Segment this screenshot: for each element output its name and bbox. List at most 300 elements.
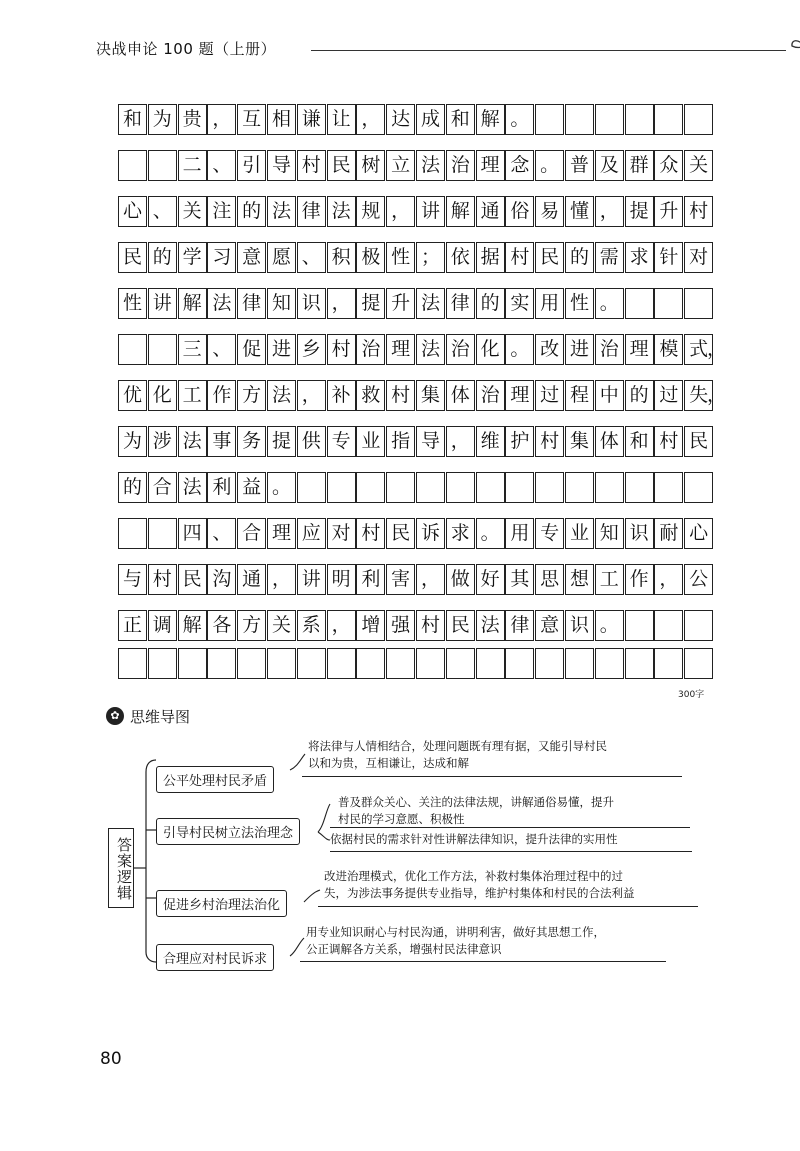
grid-character: 增 [361, 614, 381, 636]
grid-character: 心 [122, 200, 142, 222]
grid-cell [535, 472, 564, 503]
grid-cell [148, 648, 177, 679]
branch-governance: 促进乡村治理法治化 [156, 890, 287, 917]
grid-character: 愿 [271, 246, 291, 268]
mindmap-root: 答案逻辑 [108, 828, 134, 908]
grid-character: 民 [391, 522, 411, 544]
grid-cell [595, 104, 624, 135]
essay-row [118, 242, 718, 274]
grid-character: 和 [450, 108, 470, 130]
grid-character: 性 [122, 292, 142, 314]
grid-character: 民 [450, 614, 470, 636]
grid-character: 解 [450, 200, 470, 222]
grid-character: 想 [569, 568, 589, 590]
grid-cell [535, 104, 564, 135]
grid-character: 方 [242, 384, 262, 406]
page-number: 80 [100, 1049, 122, 1069]
grid-character: 。 [271, 476, 291, 498]
grid-character: 集 [420, 384, 440, 406]
grid-cell [297, 648, 326, 679]
grid-character: 贵 [182, 108, 202, 130]
grid-character: 积 [331, 246, 351, 268]
grid-character: 工 [599, 568, 619, 590]
grid-character: 和 [629, 430, 649, 452]
grid-character: 导 [271, 154, 291, 176]
grid-cell [684, 648, 713, 679]
grid-character: 讲 [301, 568, 321, 590]
grid-cell [297, 472, 326, 503]
grid-character: 法 [212, 292, 232, 314]
essay-row [118, 472, 718, 504]
grid-character: 村 [152, 568, 172, 590]
grid-character: 理 [510, 384, 530, 406]
grid-character: 知 [599, 522, 619, 544]
grid-character: 注 [212, 200, 232, 222]
grid-character: 与 [122, 568, 142, 590]
grid-character: 法 [480, 614, 500, 636]
grid-character: 提 [629, 200, 649, 222]
branch-4-note-1: 用专业知识耐心与村民沟通，讲明利害，做好其思想工作， [306, 925, 605, 939]
grid-character: 业 [569, 522, 589, 544]
grid-character: 求 [629, 246, 649, 268]
grid-character: 供 [301, 430, 321, 452]
grid-cell [446, 648, 475, 679]
grid-character: 村 [391, 384, 411, 406]
grid-character: 民 [122, 246, 142, 268]
branch-3-note-1: 改进治理模式，优化工作方法，补救村集体治理过程中的过 [324, 869, 623, 883]
branch-2-underline-2 [330, 851, 692, 852]
grid-character: 村 [331, 338, 351, 360]
grid-character: 村 [361, 522, 381, 544]
grid-cell [595, 472, 624, 503]
grid-character: 群 [629, 154, 649, 176]
grid-character: 治 [450, 154, 470, 176]
grid-character: 乡 [301, 338, 321, 360]
grid-cell [118, 518, 147, 549]
grid-character: 。 [480, 522, 500, 544]
grid-character: 理 [480, 154, 500, 176]
grid-character: 村 [540, 430, 560, 452]
grid-character: 各 [212, 614, 232, 636]
essay-row [118, 104, 718, 136]
grid-character: 法 [271, 200, 291, 222]
grid-character: ， [599, 200, 619, 222]
grid-character: 明 [331, 568, 351, 590]
essay-row [118, 648, 718, 680]
grid-character: 。 [510, 108, 530, 130]
grid-cell [625, 288, 654, 319]
grid-character: ， [271, 568, 291, 590]
grid-cell [237, 648, 266, 679]
grid-character: 沟 [212, 568, 232, 590]
branch-demands: 合理应对村民诉求 [156, 944, 274, 971]
grid-cell [267, 648, 296, 679]
grid-cell [505, 472, 534, 503]
grid-cell [595, 648, 624, 679]
grid-character: 需 [599, 246, 619, 268]
grid-cell [476, 648, 505, 679]
grid-character: 的 [629, 384, 649, 406]
branch-2-underline-1 [330, 827, 690, 828]
grid-character: 识 [569, 614, 589, 636]
grid-character: 耐 [659, 522, 679, 544]
grid-cell [684, 472, 713, 503]
grid-character: 业 [361, 430, 381, 452]
branch-1-note-1: 将法律与人情相结合，处理问题既有理有据，又能引导村民 [308, 739, 607, 753]
grid-character: 专 [331, 430, 351, 452]
grid-character: 法 [271, 384, 291, 406]
grid-character: 提 [361, 292, 381, 314]
grid-character: 合 [242, 522, 262, 544]
grid-character: 护 [510, 430, 530, 452]
grid-cell [446, 472, 475, 503]
grid-character: 村 [301, 154, 321, 176]
grid-character: 思 [540, 568, 560, 590]
branch-fair-handling: 公平处理村民矛盾 [156, 766, 274, 793]
grid-character: 解 [480, 108, 500, 130]
grid-cell [178, 648, 207, 679]
grid-character: 。 [599, 614, 619, 636]
grid-character: ， [301, 384, 321, 406]
grid-character: 识 [629, 522, 649, 544]
grid-character: 关 [689, 154, 709, 176]
grid-cell [327, 648, 356, 679]
grid-character: 式 [689, 338, 709, 360]
essay-row [118, 426, 718, 458]
grid-character: 律 [242, 292, 262, 314]
grid-character: 方 [242, 614, 262, 636]
grid-character: 的 [569, 246, 589, 268]
grid-character: 学 [182, 246, 202, 268]
grid-cell [476, 472, 505, 503]
grid-character: 意 [540, 614, 560, 636]
grid-character: 利 [212, 476, 232, 498]
mind-map [0, 730, 800, 990]
branch-rule-of-law: 引导村民树立法治理念 [156, 818, 300, 845]
grid-cell [535, 648, 564, 679]
grid-character: 集 [569, 430, 589, 452]
grid-character: 理 [629, 338, 649, 360]
grid-character: ， [361, 108, 381, 130]
grid-character: 为 [122, 430, 142, 452]
grid-character: 性 [391, 246, 411, 268]
grid-character: 进 [271, 338, 291, 360]
grid-cell [356, 648, 385, 679]
grid-character: 进 [569, 338, 589, 360]
grid-cell [118, 334, 147, 365]
grid-character: 的 [152, 246, 172, 268]
grid-cell [625, 104, 654, 135]
branch-4-note-2: 公正调解各方关系，增强村民法律意识 [306, 942, 502, 956]
grid-character: 的 [122, 476, 142, 498]
grid-cell [654, 472, 683, 503]
grid-character: 法 [331, 200, 351, 222]
grid-character: 公 [689, 568, 709, 590]
grid-character: ， [391, 200, 411, 222]
grid-cell [565, 104, 594, 135]
grid-character: 律 [450, 292, 470, 314]
grid-cell [118, 648, 147, 679]
grid-character: ， [420, 568, 440, 590]
grid-character: 理 [271, 522, 291, 544]
grid-character: 利 [361, 568, 381, 590]
grid-cell [684, 288, 713, 319]
grid-character: 治 [599, 338, 619, 360]
grid-cell [654, 104, 683, 135]
essay-row [118, 288, 718, 320]
grid-character: 俗 [510, 200, 530, 222]
grid-character: 。 [540, 154, 560, 176]
grid-character: 治 [361, 338, 381, 360]
grid-cell [386, 648, 415, 679]
grid-cell [654, 610, 683, 641]
grid-character: 过 [540, 384, 560, 406]
grid-character: 好 [480, 568, 500, 590]
grid-character: 维 [480, 430, 500, 452]
grid-cell [416, 648, 445, 679]
grid-character: 依 [450, 246, 470, 268]
grid-character: 改 [540, 338, 560, 360]
grid-character: 体 [599, 430, 619, 452]
grid-character: 让 [331, 108, 351, 130]
grid-character: 及 [599, 154, 619, 176]
grid-character: 中 [599, 384, 619, 406]
grid-cell [684, 104, 713, 135]
grid-character: 众 [659, 154, 679, 176]
essay-row [118, 196, 718, 228]
grid-character: 达 [391, 108, 411, 130]
grid-character: ， [450, 430, 470, 452]
branch-2-note-1: 普及群众关心、关注的法律法规，讲解通俗易懂，提升 [338, 795, 614, 809]
grid-character: 程 [569, 384, 589, 406]
book-title: 决战申论 100 题（上册） [96, 40, 277, 58]
grid-character: 治 [450, 338, 470, 360]
grid-character: 务 [242, 430, 262, 452]
grid-character: 害 [391, 568, 411, 590]
grid-character: 化 [480, 338, 500, 360]
grid-character: 做 [450, 568, 470, 590]
grid-character: ； [420, 246, 440, 268]
grid-character: 合 [152, 476, 172, 498]
grid-cell [327, 472, 356, 503]
grid-character: 三 [182, 338, 202, 360]
grid-character: 解 [182, 614, 202, 636]
grid-character: 过 [659, 384, 679, 406]
grid-character: 系 [301, 614, 321, 636]
grid-cell [565, 648, 594, 679]
grid-character: 。 [510, 338, 530, 360]
grid-character: 事 [212, 430, 232, 452]
essay-row [118, 380, 726, 412]
grid-character: 法 [420, 338, 440, 360]
grid-character: 强 [391, 614, 411, 636]
grid-character: 互 [242, 108, 262, 130]
grid-character: 体 [450, 384, 470, 406]
branch-3-underline [318, 906, 698, 907]
grid-character: ， [212, 108, 232, 130]
grid-character: 普 [569, 154, 589, 176]
grid-character: ， [706, 384, 726, 406]
grid-character: 讲 [152, 292, 172, 314]
grid-character: 民 [182, 568, 202, 590]
grid-character: 应 [301, 522, 321, 544]
grid-character: 立 [391, 154, 411, 176]
grid-character: 解 [182, 292, 202, 314]
grid-character: 识 [301, 292, 321, 314]
grid-character: 村 [659, 430, 679, 452]
grid-character: 相 [271, 108, 291, 130]
grid-cell [565, 472, 594, 503]
grid-character: 的 [480, 292, 500, 314]
grid-character: 、 [212, 522, 232, 544]
grid-character: 指 [391, 430, 411, 452]
grid-character: 求 [450, 522, 470, 544]
grid-cell [654, 288, 683, 319]
grid-character: 升 [391, 292, 411, 314]
grid-character: 模 [659, 338, 679, 360]
grid-cell [148, 334, 177, 365]
grid-character: 、 [301, 246, 321, 268]
essay-row [118, 150, 718, 182]
grid-character: ， [331, 292, 351, 314]
grid-character: 、 [212, 154, 232, 176]
grid-character: 心 [689, 522, 709, 544]
essay-row [118, 334, 726, 366]
grid-character: 民 [331, 154, 351, 176]
word-count: 300字 [678, 690, 705, 700]
flower-icon: ✿ [106, 707, 124, 725]
grid-character: 讲 [420, 200, 440, 222]
grid-character: 四 [182, 522, 202, 544]
grid-character: 法 [182, 430, 202, 452]
grid-character: 关 [271, 614, 291, 636]
grid-character: ， [659, 568, 679, 590]
grid-cell [684, 610, 713, 641]
grid-character: 民 [689, 430, 709, 452]
grid-character: 懂 [569, 200, 589, 222]
grid-character: 律 [510, 614, 530, 636]
essay-row [118, 610, 718, 642]
grid-character: 优 [122, 384, 142, 406]
grid-character: 作 [629, 568, 649, 590]
grid-cell [118, 150, 147, 181]
grid-character: 化 [152, 384, 172, 406]
grid-character: 促 [242, 338, 262, 360]
grid-character: 作 [212, 384, 232, 406]
branch-2-note-3: 依据村民的需求针对性讲解法律知识，提升法律的实用性 [330, 832, 618, 846]
grid-character: 规 [361, 200, 381, 222]
grid-character: 对 [331, 522, 351, 544]
grid-character: 用 [540, 292, 560, 314]
grid-character: 念 [510, 154, 530, 176]
grid-character: 村 [510, 246, 530, 268]
grid-character: 习 [212, 246, 232, 268]
branch-3-note-2: 失，为涉法事务提供专业指导，维护村集体和村民的合法利益 [324, 886, 635, 900]
grid-character: 树 [361, 154, 381, 176]
grid-cell [625, 648, 654, 679]
grid-character: 理 [391, 338, 411, 360]
essay-row [118, 564, 718, 596]
grid-character: 用 [510, 522, 530, 544]
grid-character: ， [331, 614, 351, 636]
grid-cell [625, 472, 654, 503]
grid-character: 救 [361, 384, 381, 406]
branch-1-note-2: 以和为贵，互相谦让，达成和解 [308, 756, 469, 770]
grid-character: 和 [122, 108, 142, 130]
grid-character: 升 [659, 200, 679, 222]
grid-character: 实 [510, 292, 530, 314]
grid-cell [148, 518, 177, 549]
grid-character: 二 [182, 154, 202, 176]
grid-cell [505, 648, 534, 679]
grid-character: 针 [659, 246, 679, 268]
grid-character: 易 [540, 200, 560, 222]
grid-cell [654, 648, 683, 679]
grid-character: 其 [510, 568, 530, 590]
grid-character: 民 [540, 246, 560, 268]
grid-character: 法 [420, 292, 440, 314]
essay-row [118, 518, 718, 550]
grid-character: 为 [152, 108, 172, 130]
grid-character: 据 [480, 246, 500, 268]
grid-character: 关 [182, 200, 202, 222]
grid-character: 导 [420, 430, 440, 452]
grid-character: 正 [122, 614, 142, 636]
grid-cell [625, 610, 654, 641]
grid-character: 益 [242, 476, 262, 498]
grid-character: 引 [242, 154, 262, 176]
grid-character: 诉 [420, 522, 440, 544]
branch-2-note-2: 村民的学习意愿、积极性 [338, 812, 465, 826]
grid-character: 极 [361, 246, 381, 268]
grid-character: 通 [242, 568, 262, 590]
grid-character: 成 [420, 108, 440, 130]
grid-character: 提 [271, 430, 291, 452]
grid-character: 律 [301, 200, 321, 222]
grid-character: 。 [599, 292, 619, 314]
grid-cell [416, 472, 445, 503]
grid-cell [386, 472, 415, 503]
branch-4-underline [300, 961, 666, 962]
grid-character: 意 [242, 246, 262, 268]
grid-cell [356, 472, 385, 503]
grid-character: 涉 [152, 430, 172, 452]
grid-character: 补 [331, 384, 351, 406]
grid-character: 专 [540, 522, 560, 544]
grid-character: ， [706, 338, 726, 360]
grid-cell [207, 648, 236, 679]
grid-character: 对 [689, 246, 709, 268]
grid-character: 治 [480, 384, 500, 406]
grid-character: 、 [152, 200, 172, 222]
grid-character: 、 [212, 338, 232, 360]
grid-character: 的 [242, 200, 262, 222]
grid-character: 失 [689, 384, 709, 406]
grid-cell [148, 150, 177, 181]
branch-1-underline [302, 776, 682, 777]
mindmap-title: 思维导图 [130, 708, 191, 726]
grid-character: 谦 [301, 108, 321, 130]
grid-character: 法 [182, 476, 202, 498]
grid-character: 调 [152, 614, 172, 636]
grid-character: 性 [569, 292, 589, 314]
grid-character: 知 [271, 292, 291, 314]
grid-character: 村 [420, 614, 440, 636]
grid-character: 法 [420, 154, 440, 176]
grid-character: 通 [480, 200, 500, 222]
grid-character: 村 [689, 200, 709, 222]
grid-character: 工 [182, 384, 202, 406]
